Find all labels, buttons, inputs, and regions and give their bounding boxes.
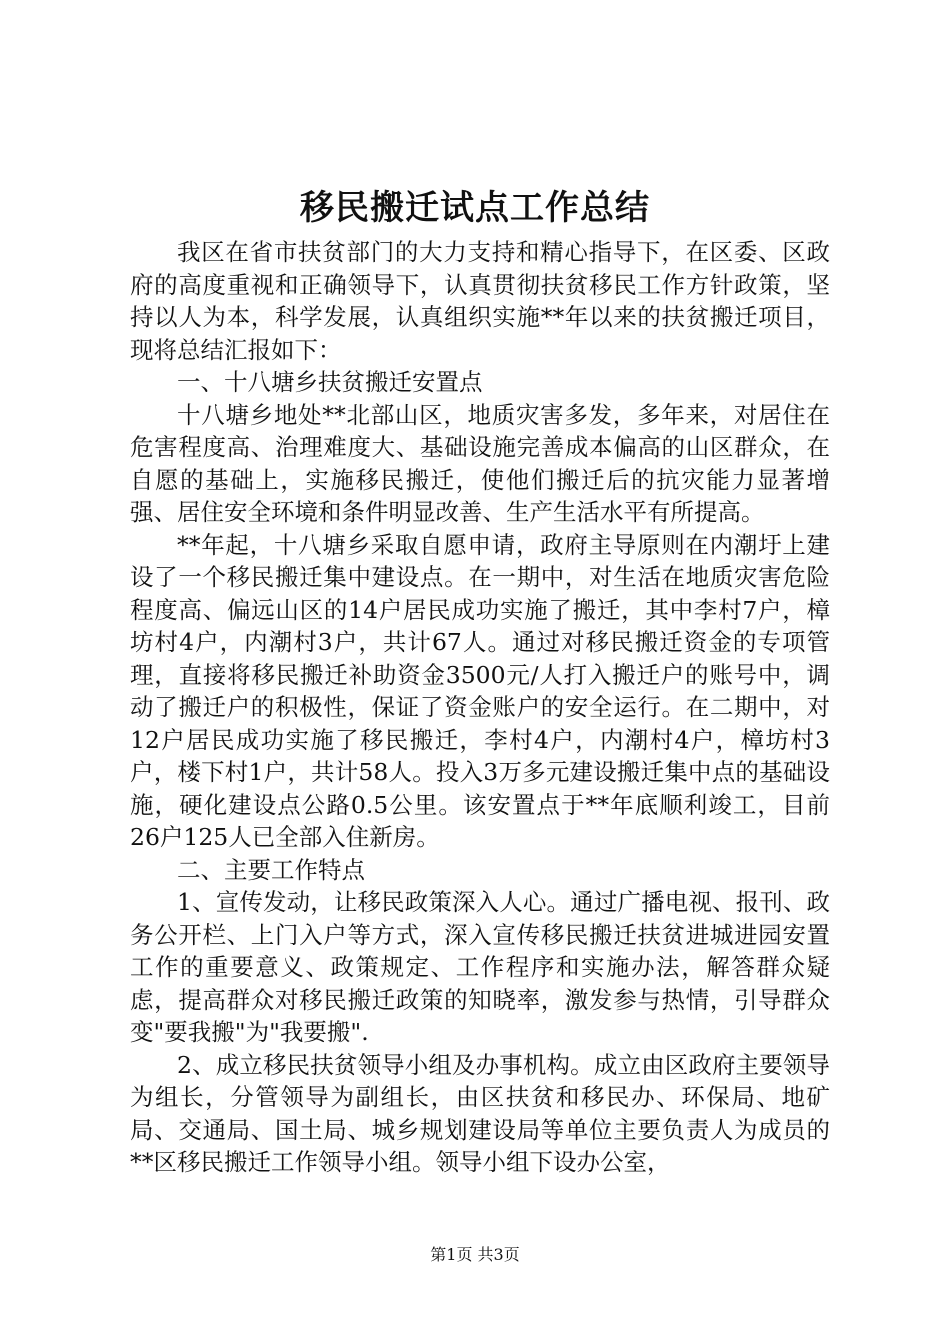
document-title: 移民搬迁试点工作总结	[300, 188, 650, 228]
section-heading-1: 一、十八塘乡扶贫搬迁安置点	[177, 368, 483, 396]
page-footer: 第1页 共3页	[430, 1245, 520, 1264]
intro-paragraph: 我区在省市扶贫部门的大力支持和精心指导下，在区委、区政府的高度重视和正确领导下，认真贯彻扶贫移民工作方针政策，坚持以人为本，科学发展，认真组织实施**年以来的扶贫搬迁项目，现将总结汇报如下：	[130, 238, 830, 364]
section-1-paragraph-1: 十八塘乡地处**北部山区，地质灾害多发，多年来，对居住在危害程度高、治理难度大、基础设施完善成本偏高的山区群众，在自愿的基础上，实施移民搬迁，使他们搬迁后的抗灾能力显著增强、居住安全环境和条件明显改善、生产生活水平有所提高。	[130, 400, 830, 526]
section-1-paragraph-2: **年起，十八塘乡采取自愿申请，政府主导原则在内潮圩上建设了一个移民搬迁集中建设点。在一期中，对生活在地质灾害危险程度高、偏远山区的14户居民成功实施了搬迁，其中李村7户，樟坊村4户，内潮村3户，共计67人。通过对移民搬迁资金的专项管理，直接将移民搬迁补助资金3500元/人打入搬迁户的账号中，调动了搬迁户的积极性，保证了资金账户的安全运行。在二期中，对12户居民成功实施了移民搬迁，李村4户，内潮村4户，樟坊村3户，楼下村1户，共计58人。投入3万多元建设搬迁集中点的基础设施，硬化建设点公路0.5公里。该安置点于**年底顺利竣工，目前26户125人已全部入住新房。	[130, 530, 830, 851]
section-2-paragraph-1: 1、宣传发动，让移民政策深入人心。通过广播电视、报刊、政务公开栏、上门入户等方式，深入宣传移民搬迁扶贫进城进园安置工作的重要意义、政策规定、工作程序和实施办法，解答群众疑虑，提高群众对移民搬迁政策的知晓率，激发参与热情，引导群众变"要我搬"为"我要搬".	[130, 888, 830, 1046]
section-2-paragraph-2: 2、成立移民扶贫领导小组及办事机构。成立由区政府主要领导为组长，分管领导为副组长，由区扶贫和移民办、环保局、地矿局、交通局、国土局、城乡规划建设局等单位主要负责人为成员的**区移民搬迁工作领导小组。领导小组下设办公室，	[130, 1050, 830, 1176]
section-heading-2: 二、主要工作特点	[177, 855, 365, 884]
document-body	[130, 236, 830, 1179]
